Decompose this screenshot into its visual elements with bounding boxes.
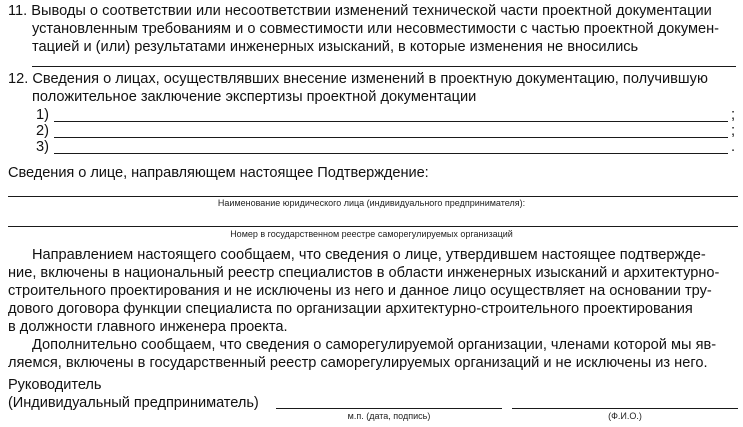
person-1-field[interactable]	[54, 121, 728, 122]
person-2-label: 2)	[36, 123, 49, 139]
body-p1-line-1: Направлением настоящего сообщаем, что сведения о лице, утвердившем настоящее подтвержде-	[32, 247, 706, 263]
section-12-line-1: 12. Сведения о лицах, осуществлявших внесение изменений в проектную документацию, получившую	[8, 71, 708, 87]
body-p1-line-4: дового договора функции специалиста по организации архитектурно-строительного проектирования	[8, 301, 693, 317]
registry-number-field[interactable]	[8, 226, 738, 227]
person-1-label: 1)	[36, 107, 49, 123]
body-p1-line-5: в должности главного инженера проекта.	[8, 319, 288, 335]
person-3-label: 3)	[36, 139, 49, 155]
body-p2-line-2: ляемся, включены в государственный реестр саморегулируемых организаций и не исключены из него.	[8, 355, 708, 371]
body-p1-line-2: ние, включены в национальный реестр специалистов в области инженерных изысканий и архитектурно-	[8, 265, 720, 281]
section-11-line-2: установленным требованиям и о совместимости или несовместимости с частью проектной докумен-	[32, 21, 720, 37]
body-p2-line-1: Дополнительно сообщаем, что сведения о саморегулируемой организации, членами которой мы яв-	[32, 337, 717, 353]
legal-entity-name-field[interactable]	[8, 196, 738, 197]
person-1-end: ;	[731, 107, 736, 123]
person-3-end: .	[731, 139, 736, 155]
signature-role-line-1: Руководитель	[8, 377, 102, 393]
signature-date-field[interactable]	[276, 408, 502, 409]
registry-number-caption: Номер в государственном реестре саморегулируемых организаций	[230, 229, 513, 239]
legal-entity-name-caption: Наименование юридического лица (индивидуального предпринимателя):	[217, 198, 526, 208]
section-11-line-3: тацией и (или) результатами инженерных изысканий, в которые изменения не вносились	[32, 39, 639, 55]
person-2-field[interactable]	[54, 137, 728, 138]
signature-role-line-2: (Индивидуальный предприниматель)	[8, 395, 259, 411]
signature-stamp-caption: м.п. (дата, подпись)	[347, 411, 431, 421]
signature-fio-caption: (Ф.И.О.)	[608, 411, 642, 421]
body-p1-line-3: строительного проектирования и не исключены из него и данное лицо осуществляет на основании тру-	[8, 283, 712, 299]
section-12-line-2: положительное заключение экспертизы проектной документации	[32, 89, 477, 105]
signature-fio-field[interactable]	[512, 408, 738, 409]
section-11-line-1: 11. Выводы о соответствии или несоответствии изменений технической части проектной документации	[8, 3, 712, 19]
person-3-field[interactable]	[54, 153, 728, 154]
section-11-fill-line	[32, 66, 736, 67]
sender-heading: Сведения о лице, направляющем настоящее Подтверждение:	[8, 165, 429, 181]
person-2-end: ;	[731, 123, 736, 139]
